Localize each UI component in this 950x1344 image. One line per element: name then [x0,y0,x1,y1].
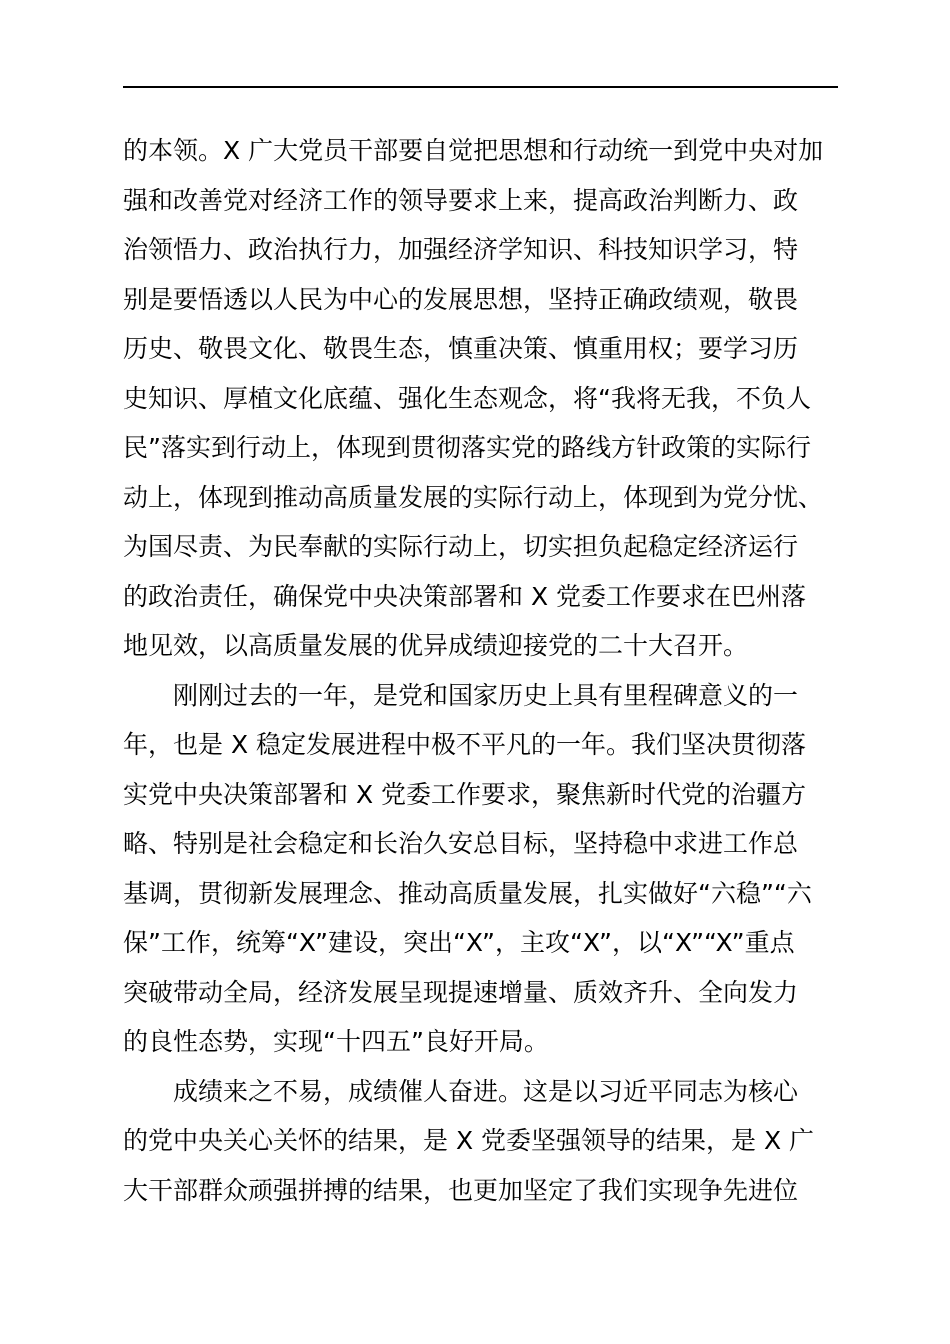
text-line: 成绩来之不易，成绩催人奋进。这是以习近平同志为核心 [173,1076,799,1106]
body-text [123,126,853,1215]
text-line: 保”工作，统筹“X”建设，突出“X”，主攻“X”，以“X”“X”重点 [123,928,795,957]
text-line: 年，也是 X 稳定发展进程中极不平凡的一年。我们坚决贯彻落 [123,730,807,759]
text-line: 突破带动全局，经济发展呈现提速增量、质效齐升、全向发力 [123,977,799,1007]
text-line: 略、特别是社会稳定和长治久安总目标，坚持稳中求进工作总 [123,829,799,858]
paragraph [123,126,853,671]
text-line: 实党中央决策部署和 X 党委工作要求，聚焦新时代党的治疆方 [123,779,807,809]
header-rule [123,86,838,88]
text-line: 基调，贯彻新发展理念、推动高质量发展，扎实做好“六稳”“六 [123,878,812,908]
text-line: 强和改善党对经济工作的领导要求上来，提高政治判断力、政 [123,185,799,215]
text-line: 的政治责任，确保党中央决策部署和 X 党委工作要求在巴州落 [123,581,807,611]
text-line: 的党中央关心关怀的结果，是 X 党委坚强领导的结果，是 X 广 [123,1126,815,1155]
text-line: 别是要悟透以人民为中心的发展思想，坚持正确政绩观，敬畏 [123,284,799,314]
text-line: 民”落实到行动上，体现到贯彻落实党的路线方针政策的实际行 [123,433,811,462]
text-line: 历史、敬畏文化、敬畏生态，慎重决策、慎重用权；要学习历 [123,334,799,363]
text-line: 动上，体现到推动高质量发展的实际行动上，体现到为党分忧、 [123,482,824,512]
text-line: 大干部群众顽强拼搏的结果，也更加坚定了我们实现争先进位 [123,1175,799,1205]
paragraph [123,671,853,1067]
text-line: 史知识、厚植文化底蕴、强化生态观念，将“我将无我，不负人 [123,383,811,413]
text-line: 刚刚过去的一年，是党和国家历史上具有里程碑意义的一 [173,680,799,710]
text-line: 治领悟力、政治执行力，加强经济学知识、科技知识学习，特 [123,235,799,264]
text-line: 为国尽责、为民奉献的实际行动上，切实担负起稳定经济运行 [123,532,799,561]
text-line: 地见效，以高质量发展的优异成绩迎接党的二十大召开。 [123,631,749,660]
text-line: 的本领。X 广大党员干部要自觉把思想和行动统一到党中央对加 [123,136,824,165]
paragraph [123,1067,853,1216]
text-line: 的良性态势，实现“十四五”良好开局。 [123,1027,549,1056]
